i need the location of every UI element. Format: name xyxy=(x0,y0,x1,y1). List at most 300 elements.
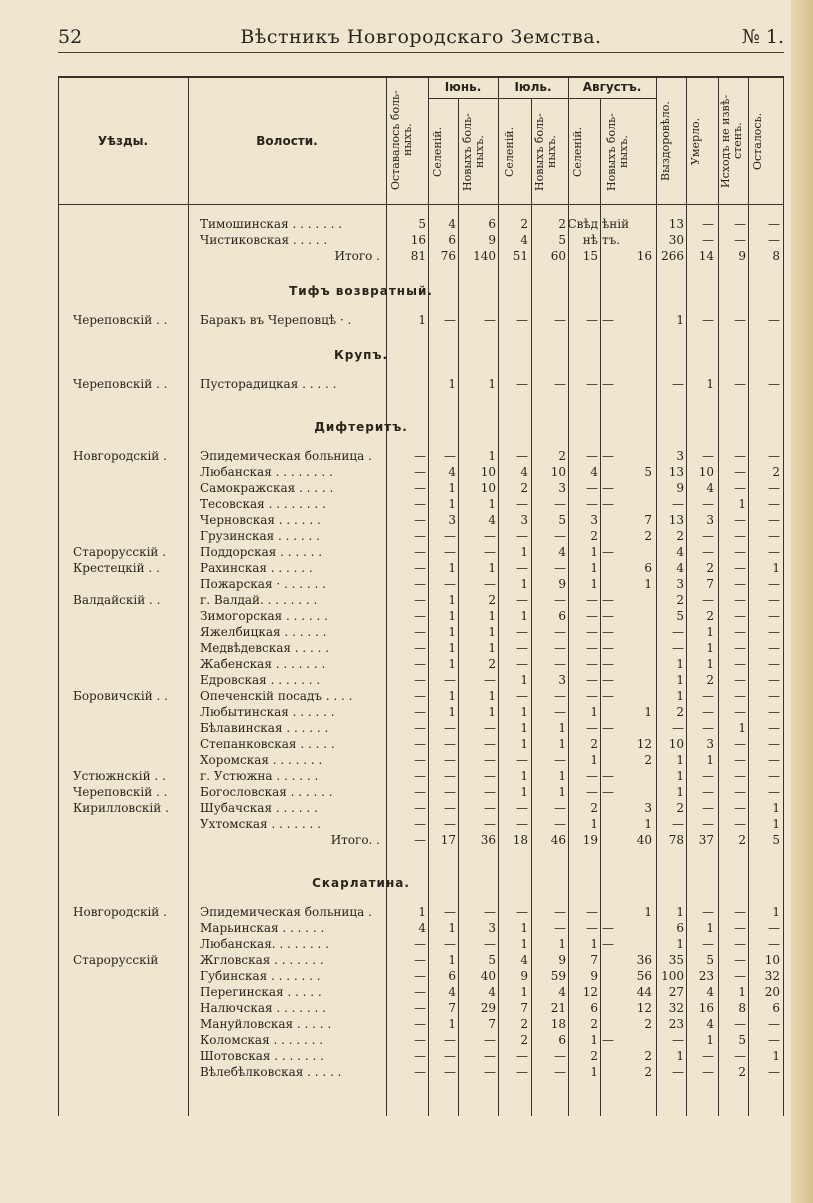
value-cell: 4 xyxy=(558,545,566,559)
value-cell: — xyxy=(414,937,426,951)
volost-cell: Вѣлебѣлковская . . . . . xyxy=(200,1065,342,1079)
value-cell: 10 xyxy=(480,481,496,495)
value-cell: 1 xyxy=(448,705,456,719)
volost-cell: г. Валдай. . . . . . . . xyxy=(200,593,318,607)
value-cell: — xyxy=(734,753,746,767)
value-cell: 9 xyxy=(488,233,496,247)
value-cell: 3 xyxy=(706,737,714,751)
value-cell: 2 xyxy=(558,217,566,231)
table-row xyxy=(58,560,784,576)
section-title xyxy=(58,284,784,298)
value-cell: 1 xyxy=(418,905,426,919)
volost-cell: Перегинская . . . . . xyxy=(200,985,322,999)
volost-cell: Марьинская . . . . . . xyxy=(200,921,325,935)
table-row xyxy=(58,464,784,480)
value-cell: — xyxy=(586,593,598,607)
month-june: Іюнь. xyxy=(444,80,482,94)
uezd-cell: Череповскій . . xyxy=(73,377,168,391)
value-cell: 1 xyxy=(520,769,528,783)
value-cell: 13 xyxy=(668,465,684,479)
value-cell: — xyxy=(444,737,456,751)
volost-cell: Поддорская . . . . . . xyxy=(200,545,323,559)
value-cell: — xyxy=(768,1065,780,1079)
volost-cell: Яжелбицкая . . . . . . xyxy=(200,625,327,639)
value-cell: 40 xyxy=(480,969,496,983)
value-cell: — xyxy=(734,593,746,607)
value-cell: 46 xyxy=(550,833,566,847)
left-header: Осталось. xyxy=(751,112,764,170)
value-cell: — xyxy=(586,609,598,623)
value-cell: — xyxy=(516,1065,528,1079)
value-cell: 7 xyxy=(644,513,652,527)
value-cell: — xyxy=(414,721,426,735)
volost-cell: Эпидемическая больница . xyxy=(200,449,372,463)
value-cell: 18 xyxy=(512,833,528,847)
volost-cell: Пожарская · . . . . . . xyxy=(200,577,326,591)
value-cell: — xyxy=(414,481,426,495)
value-cell: — xyxy=(414,953,426,967)
value-cell: — xyxy=(734,801,746,815)
table-row xyxy=(58,720,784,736)
value-cell: 3 xyxy=(558,673,566,687)
volost-cell: Жабенская . . . . . . . xyxy=(200,657,326,671)
value-cell: — xyxy=(702,497,714,511)
value-cell: 1 xyxy=(488,377,496,391)
value-cell: 2 xyxy=(520,217,528,231)
table-row xyxy=(58,800,784,816)
value-cell: 16 xyxy=(698,1001,714,1015)
table-row xyxy=(58,656,784,672)
value-cell: — xyxy=(484,1065,496,1079)
value-cell: 1 xyxy=(558,937,566,951)
volost-cell: Баракъ въ Череповцѣ · . xyxy=(200,313,352,327)
value-cell: 2 xyxy=(520,1033,528,1047)
value-cell: 4 xyxy=(448,465,456,479)
value-cell: — xyxy=(516,641,528,655)
value-cell: — xyxy=(768,753,780,767)
value-cell: 4 xyxy=(590,465,598,479)
table-row xyxy=(58,672,784,688)
value-cell: — xyxy=(702,705,714,719)
table-row-total xyxy=(58,248,784,264)
value-cell: — xyxy=(414,737,426,751)
value-cell: 9 xyxy=(520,969,528,983)
value-cell: 5 xyxy=(772,833,780,847)
volost-cell: Тимошинская . . . . . . . xyxy=(200,217,343,231)
value-cell: 10 xyxy=(480,465,496,479)
value-cell: 3 xyxy=(488,921,496,935)
volost-cell: Шубачская . . . . . . xyxy=(200,801,318,815)
value-cell: — xyxy=(484,817,496,831)
value-cell: 2 xyxy=(558,449,566,463)
volost-cell: Грузинская . . . . . . xyxy=(200,529,320,543)
july-new-sick-header: Новыхъ боль-ныхъ. xyxy=(533,113,558,191)
value-cell: 4 xyxy=(448,217,456,231)
value-cell: 1 xyxy=(520,785,528,799)
value-cell: 9 xyxy=(590,969,598,983)
value-cell: — xyxy=(586,689,598,703)
header-bottom-rule xyxy=(58,204,784,205)
uezd-cell: Череповскій . . xyxy=(73,785,168,799)
value-cell: 8 xyxy=(772,249,780,263)
value-cell: 1 xyxy=(706,657,714,671)
value-cell: — xyxy=(484,313,496,327)
value-cell: 2 xyxy=(488,657,496,671)
value-cell: 12 xyxy=(582,985,598,999)
value-cell: — xyxy=(768,545,780,559)
value-cell: — xyxy=(414,497,426,511)
value-cell: 1 xyxy=(590,1033,598,1047)
value-cell: — xyxy=(672,625,684,639)
value-cell: — xyxy=(586,625,598,639)
value-cell: 60 xyxy=(550,249,566,263)
value-cell: 5 xyxy=(558,233,566,247)
value-cell: 1 xyxy=(448,625,456,639)
value-cell: — xyxy=(768,449,780,463)
page-header xyxy=(58,20,784,50)
table-row xyxy=(58,576,784,592)
value-cell: — xyxy=(602,625,614,639)
value-cell: — xyxy=(484,545,496,559)
month-august: Августъ. xyxy=(582,80,642,94)
volost-cell: Черновская . . . . . . xyxy=(200,513,321,527)
value-cell: 2 xyxy=(676,593,684,607)
section-title-text: Крупъ. xyxy=(333,348,389,362)
value-cell: — xyxy=(444,1033,456,1047)
value-cell: — xyxy=(734,609,746,623)
value-cell: 78 xyxy=(668,833,684,847)
value-cell: 20 xyxy=(764,985,780,999)
value-cell: 12 xyxy=(636,737,652,751)
volost-cell: Итого. . xyxy=(330,833,380,847)
value-cell: — xyxy=(414,769,426,783)
value-cell: 1 xyxy=(520,737,528,751)
value-cell: 6 xyxy=(772,1001,780,1015)
volost-cell: Любытинская . . . . . . xyxy=(200,705,335,719)
value-cell: — xyxy=(602,497,614,511)
value-cell: 16 xyxy=(410,233,426,247)
table-row xyxy=(58,312,784,328)
section-title-text: Скарлатина. xyxy=(312,876,410,890)
value-cell: 1 xyxy=(676,937,684,951)
value-cell: 4 xyxy=(676,561,684,575)
value-cell: 4 xyxy=(418,921,426,935)
value-cell: — xyxy=(414,545,426,559)
table-row xyxy=(58,752,784,768)
value-cell: 1 xyxy=(488,705,496,719)
value-cell: — xyxy=(672,1065,684,1079)
value-cell: 2 xyxy=(644,753,652,767)
value-cell: — xyxy=(484,721,496,735)
volost-cell: Налючская . . . . . . . xyxy=(200,1001,326,1015)
value-cell: 6 xyxy=(488,217,496,231)
volost-cell: Опеченскій посадъ . . . . xyxy=(200,689,353,703)
value-cell: — xyxy=(702,905,714,919)
table-row xyxy=(58,968,784,984)
value-cell: — xyxy=(702,529,714,543)
volost-cell: Мануйловская . . . . . xyxy=(200,1017,332,1031)
value-cell: — xyxy=(768,673,780,687)
value-cell: 81 xyxy=(410,249,426,263)
value-cell: 6 xyxy=(558,1033,566,1047)
june-new-sick-header: Новыхъ боль-ныхъ. xyxy=(461,113,486,191)
value-cell: — xyxy=(554,657,566,671)
value-cell: 5 xyxy=(676,609,684,623)
value-cell: — xyxy=(516,529,528,543)
value-cell: 5 xyxy=(558,513,566,527)
issue-number: № 1. xyxy=(741,26,784,48)
value-cell: 1 xyxy=(590,1065,598,1079)
value-cell: 1 xyxy=(448,1017,456,1031)
table-row xyxy=(58,904,784,920)
recovered-header: Выздоровѣло. xyxy=(659,101,672,181)
table-row xyxy=(58,688,784,704)
value-cell: — xyxy=(444,817,456,831)
table-row xyxy=(58,1064,784,1080)
table-row xyxy=(58,528,784,544)
value-cell: тъ. xyxy=(602,233,621,247)
value-cell: — xyxy=(734,705,746,719)
value-cell: — xyxy=(586,921,598,935)
value-cell: 1 xyxy=(706,641,714,655)
value-cell: 1 xyxy=(520,577,528,591)
value-cell: — xyxy=(702,593,714,607)
value-cell: 6 xyxy=(448,969,456,983)
june-villages-header: Селеній. xyxy=(431,126,444,178)
value-cell: — xyxy=(672,497,684,511)
value-cell: — xyxy=(734,953,746,967)
value-cell: — xyxy=(414,529,426,543)
value-cell: — xyxy=(586,481,598,495)
value-cell: — xyxy=(602,689,614,703)
value-cell: — xyxy=(414,1017,426,1031)
value-cell: — xyxy=(768,625,780,639)
value-cell: — xyxy=(586,721,598,735)
section-title xyxy=(58,348,784,362)
value-cell: — xyxy=(602,785,614,799)
value-cell: — xyxy=(602,593,614,607)
value-cell: 5 xyxy=(706,953,714,967)
value-cell: 6 xyxy=(558,609,566,623)
value-cell: 4 xyxy=(706,1017,714,1031)
value-cell: — xyxy=(734,969,746,983)
value-cell: — xyxy=(702,449,714,463)
value-cell: — xyxy=(586,657,598,671)
value-cell: 2 xyxy=(590,801,598,815)
august-new-sick-header: Новыхъ боль-ныхъ. xyxy=(605,113,630,191)
value-cell: Свѣд xyxy=(567,217,598,231)
value-cell: 1 xyxy=(448,377,456,391)
value-cell: 1 xyxy=(590,937,598,951)
value-cell: — xyxy=(734,481,746,495)
value-cell: — xyxy=(444,577,456,591)
value-cell: 4 xyxy=(676,545,684,559)
value-cell: 2 xyxy=(706,673,714,687)
table-row xyxy=(58,232,784,248)
value-cell: 36 xyxy=(480,833,496,847)
value-cell: — xyxy=(484,1033,496,1047)
value-cell: 30 xyxy=(668,233,684,247)
value-cell: — xyxy=(444,937,456,951)
months-rule xyxy=(428,98,656,99)
value-cell: 1 xyxy=(448,481,456,495)
value-cell: — xyxy=(602,921,614,935)
value-cell: 3 xyxy=(644,801,652,815)
value-cell: 1 xyxy=(590,577,598,591)
table-row xyxy=(58,984,784,1000)
value-cell: 1 xyxy=(706,753,714,767)
value-cell: — xyxy=(444,769,456,783)
value-cell: 1 xyxy=(590,561,598,575)
table-row xyxy=(58,608,784,624)
value-cell: 4 xyxy=(488,513,496,527)
value-cell: — xyxy=(414,657,426,671)
value-cell: 13 xyxy=(668,217,684,231)
value-cell: — xyxy=(602,1033,614,1047)
value-cell: 1 xyxy=(706,377,714,391)
value-cell: 2 xyxy=(590,529,598,543)
value-cell: 1 xyxy=(448,497,456,511)
value-cell: — xyxy=(414,561,426,575)
value-cell: — xyxy=(484,769,496,783)
header-rule xyxy=(58,52,784,53)
value-cell: — xyxy=(734,217,746,231)
value-cell: 9 xyxy=(558,953,566,967)
value-cell: — xyxy=(554,497,566,511)
value-cell: 2 xyxy=(706,609,714,623)
value-cell: — xyxy=(734,817,746,831)
value-cell: — xyxy=(768,769,780,783)
value-cell: — xyxy=(672,721,684,735)
table-row xyxy=(58,496,784,512)
value-cell: — xyxy=(734,449,746,463)
value-cell: 1 xyxy=(448,561,456,575)
value-cell: 1 xyxy=(676,673,684,687)
value-cell: — xyxy=(516,313,528,327)
uezd-cell: Новгородскій . xyxy=(73,449,167,463)
value-cell: 1 xyxy=(448,953,456,967)
value-cell: 3 xyxy=(448,513,456,527)
value-cell: — xyxy=(734,905,746,919)
value-cell: — xyxy=(444,313,456,327)
value-cell: 1 xyxy=(448,609,456,623)
value-cell: — xyxy=(734,1049,746,1063)
value-cell: — xyxy=(734,673,746,687)
value-cell: 3 xyxy=(558,481,566,495)
value-cell: 3 xyxy=(676,577,684,591)
value-cell: — xyxy=(586,497,598,511)
value-cell: 4 xyxy=(488,985,496,999)
value-cell: — xyxy=(554,689,566,703)
value-cell: — xyxy=(734,529,746,543)
table-row xyxy=(58,1048,784,1064)
value-cell: — xyxy=(768,609,780,623)
volost-cell: Пусторадицкая . . . . . xyxy=(200,377,337,391)
table-row xyxy=(58,376,784,392)
volost-cell: г. Устюжна . . . . . . xyxy=(200,769,319,783)
value-cell: 1 xyxy=(590,705,598,719)
page-edge xyxy=(791,0,813,1203)
value-cell: 1 xyxy=(644,817,652,831)
value-cell: — xyxy=(444,801,456,815)
value-cell: нѣ xyxy=(582,233,598,247)
value-cell: 2 xyxy=(676,705,684,719)
remained-header: Оставалось боль-ныхъ. xyxy=(389,90,414,190)
value-cell: 51 xyxy=(512,249,528,263)
value-cell: — xyxy=(484,529,496,543)
uezd-cell: Крестецкій . . xyxy=(73,561,160,575)
value-cell: — xyxy=(734,737,746,751)
value-cell: 1 xyxy=(520,609,528,623)
value-cell: 2 xyxy=(772,465,780,479)
value-cell: 1 xyxy=(448,689,456,703)
value-cell: 1 xyxy=(738,721,746,735)
value-cell: — xyxy=(734,657,746,671)
volost-cell: Итого . xyxy=(334,249,380,263)
value-cell: — xyxy=(444,721,456,735)
table-row xyxy=(58,480,784,496)
value-cell: — xyxy=(554,561,566,575)
value-cell: 1 xyxy=(772,561,780,575)
value-cell: 1 xyxy=(448,657,456,671)
value-cell: — xyxy=(768,233,780,247)
value-cell: — xyxy=(672,641,684,655)
value-cell: 1 xyxy=(520,705,528,719)
volost-cell: Рахинская . . . . . . xyxy=(200,561,313,575)
value-cell: 1 xyxy=(488,609,496,623)
value-cell: — xyxy=(672,817,684,831)
value-cell: 7 xyxy=(448,1001,456,1015)
uezd-cell: Боровичскій . . xyxy=(73,689,168,703)
value-cell: — xyxy=(586,905,598,919)
volost-cell: Любанская . . . . . . . . xyxy=(200,465,333,479)
value-cell: 56 xyxy=(636,969,652,983)
value-cell: 9 xyxy=(676,481,684,495)
value-cell: — xyxy=(414,641,426,655)
value-cell: — xyxy=(444,529,456,543)
value-cell: — xyxy=(768,1033,780,1047)
value-cell: — xyxy=(602,449,614,463)
value-cell: 2 xyxy=(520,481,528,495)
value-cell: — xyxy=(586,641,598,655)
value-cell: — xyxy=(768,217,780,231)
value-cell: 27 xyxy=(668,985,684,999)
value-cell: — xyxy=(702,233,714,247)
table-top-rule xyxy=(58,76,784,78)
value-cell: 32 xyxy=(668,1001,684,1015)
uezd-cell: Старорусскій xyxy=(73,953,159,967)
value-cell: — xyxy=(414,753,426,767)
value-cell: 4 xyxy=(520,233,528,247)
value-cell: 1 xyxy=(520,721,528,735)
value-cell: 23 xyxy=(668,1017,684,1031)
value-cell: — xyxy=(768,481,780,495)
value-cell: — xyxy=(768,737,780,751)
value-cell: 1 xyxy=(644,905,652,919)
table-row xyxy=(58,704,784,720)
value-cell: 266 xyxy=(661,249,684,263)
value-cell: 9 xyxy=(558,577,566,591)
value-cell: — xyxy=(444,1049,456,1063)
value-cell: — xyxy=(734,233,746,247)
value-cell: — xyxy=(672,377,684,391)
value-cell: 1 xyxy=(676,689,684,703)
value-cell: 3 xyxy=(706,513,714,527)
value-cell: 19 xyxy=(582,833,598,847)
value-cell: — xyxy=(516,753,528,767)
table-row xyxy=(58,448,784,464)
volost-cell: Степанковская . . . . . xyxy=(200,737,335,751)
